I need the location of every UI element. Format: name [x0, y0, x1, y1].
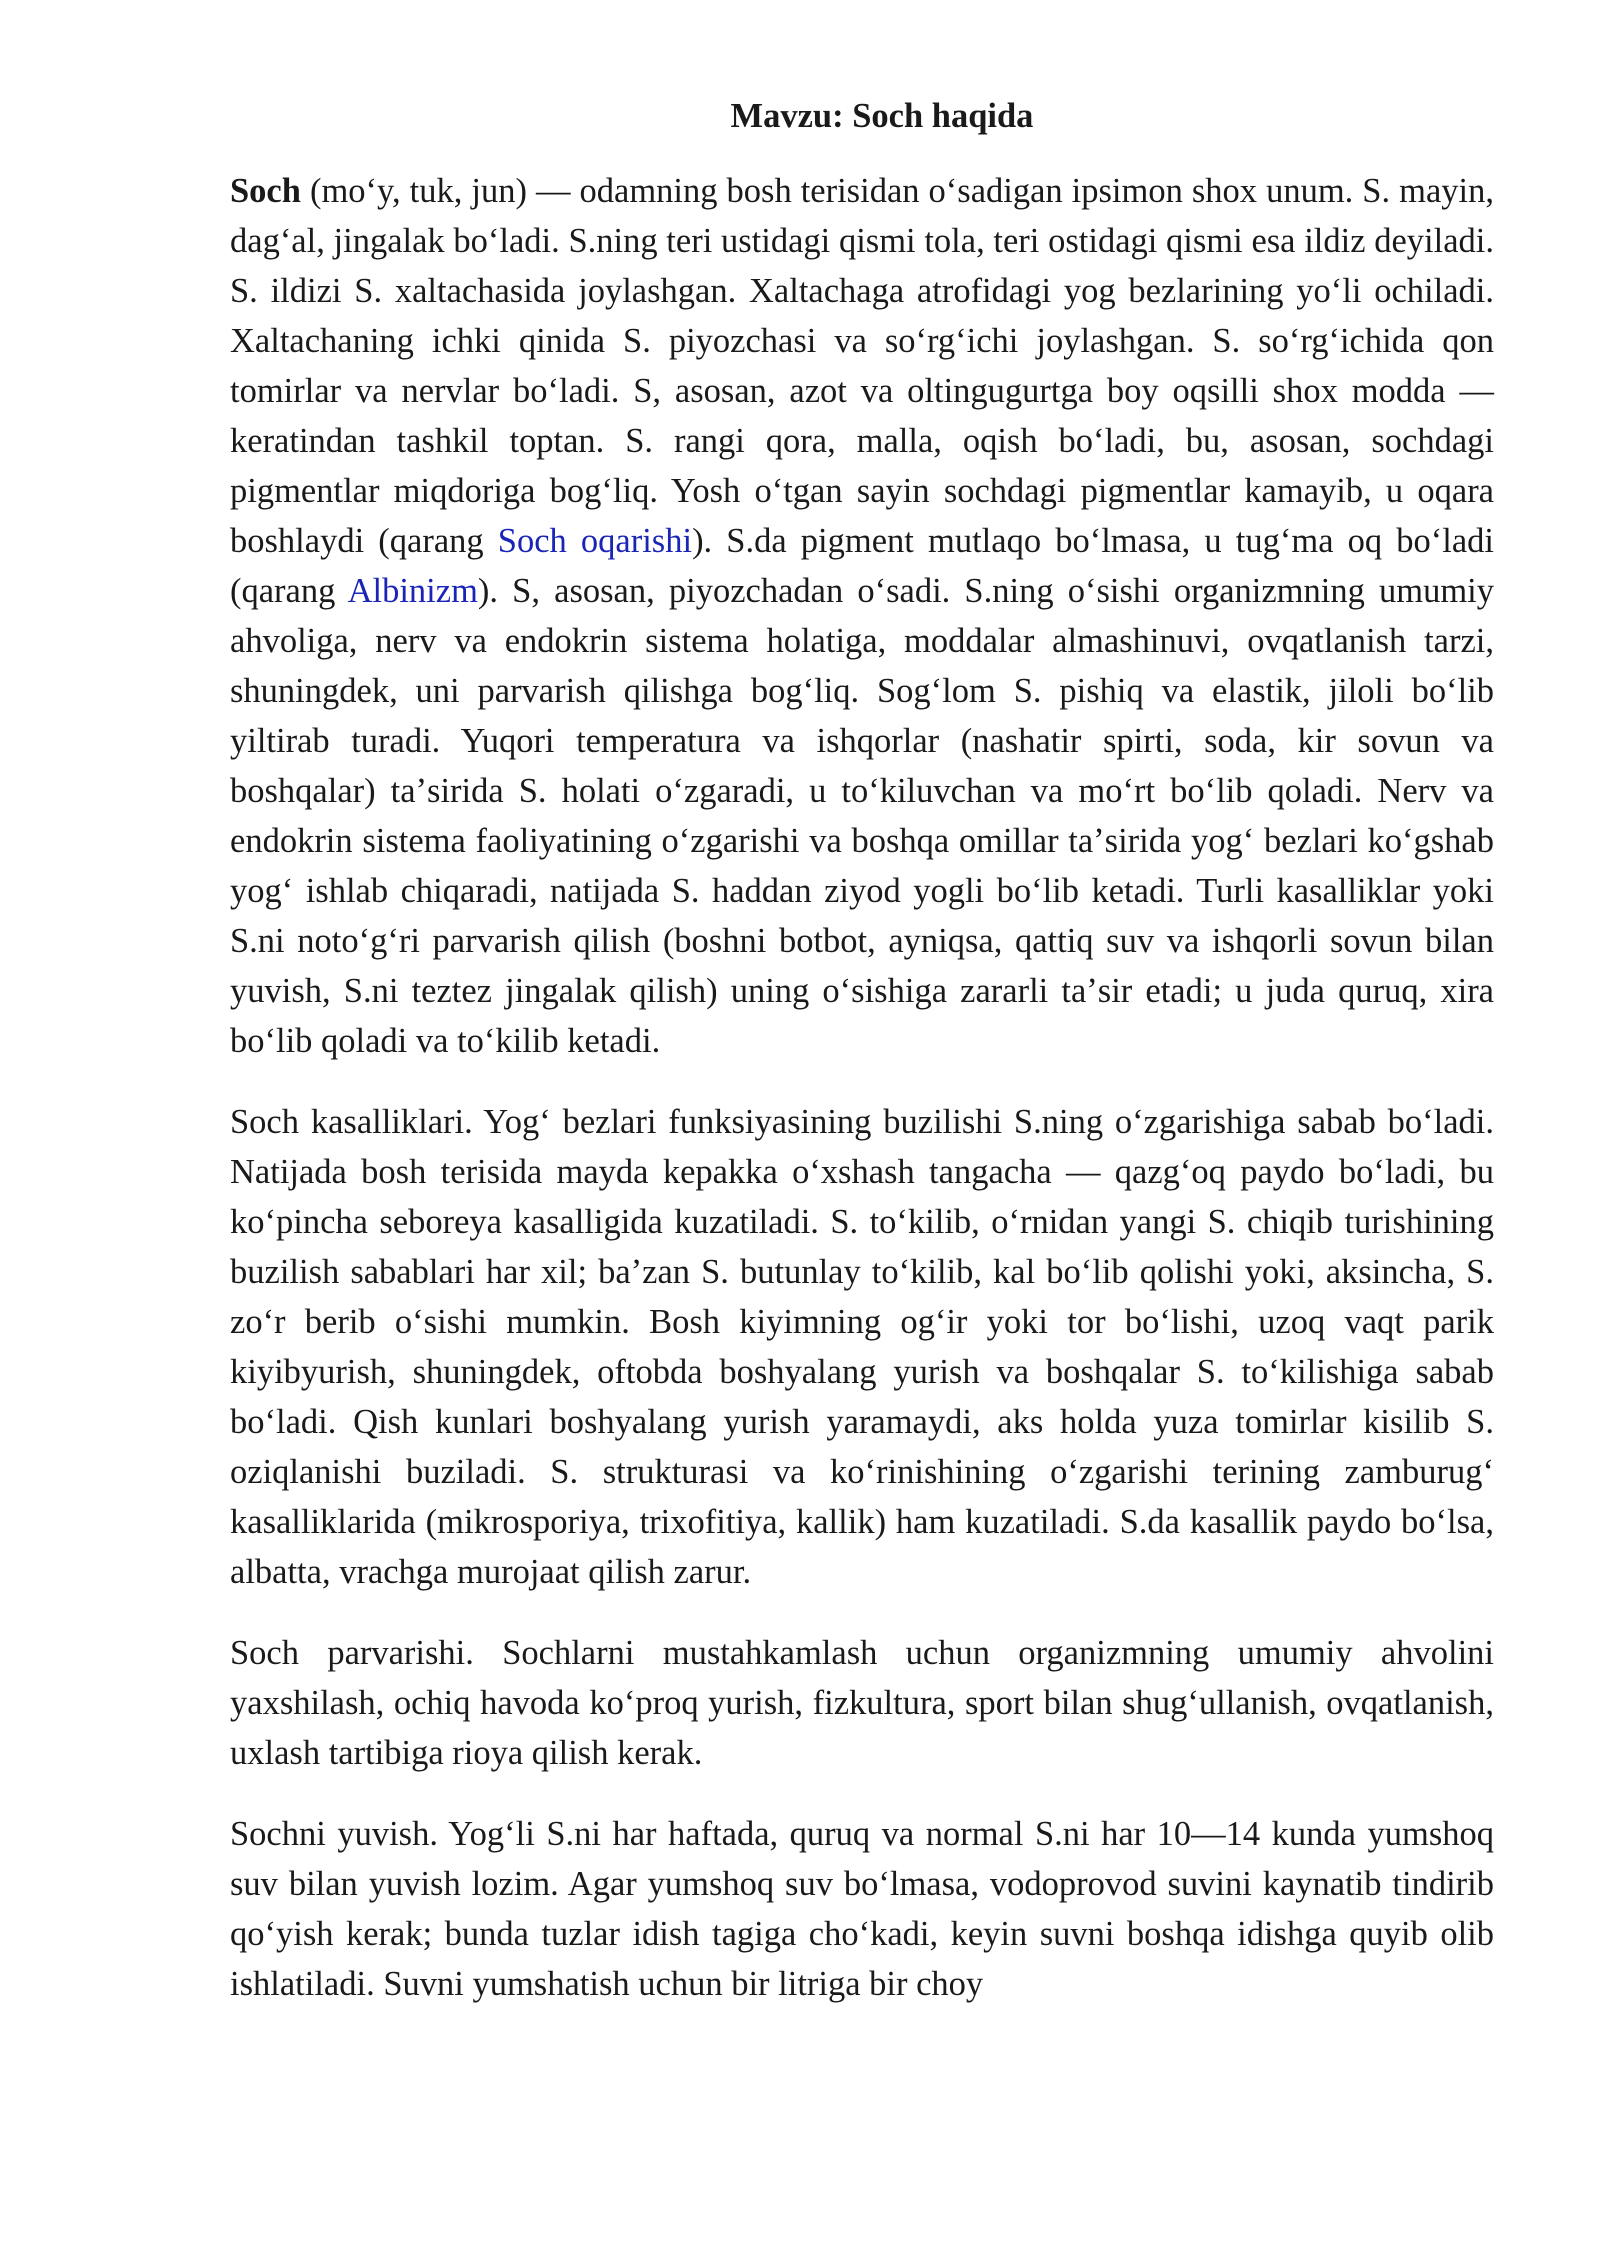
term-soch: Soch: [230, 172, 301, 210]
paragraph-text: ). S, asosan, piyozchadan oʻsadi. S.ning oʻsishi organizmning umumiy ahvoliga, nerv va endokrin sistema holatiga, moddalar almashinuvi, ovqatlanish tarzi, shuningdek, uni parvarish qilishga bogʻliq. Sogʻlom S. pishiq va elastik, jiloli boʻlib yiltirab turadi. Yuqori temperatura va ishqorlar (nashatir spirti, soda, kir sovun va boshqalar) taʼsirida S. holati oʻzgaradi, u toʻkiluvchan va moʻrt boʻlib qoladi. Nerv va endokrin sistema faoliyatining oʻzgarishi va boshqa omillar taʼsirida yogʻ bezlari koʻgshab yogʻ ishlab chiqaradi, natijada S. haddan ziyod yogli boʻlib ketadi. Turli kasalliklar yoki S.ni notoʻgʻri parvarish qilish (boshni botbot, ayniqsa, qattiq suv va ishqorli sovun bilan yuvish, S.ni teztez jingalak qilish) uning oʻsishiga zararli taʼsir etadi; u juda quruq, xira boʻlib qoladi va toʻkilib ketadi.: [230, 572, 1494, 1060]
paragraph-definition: [230, 166, 1494, 1066]
paragraph-soch-parvarishi: Soch parvarishi. Sochlarni mustahkamlash uchun organizmning umumiy ahvolini yaxshilash, ochiq havoda koʻproq yurish, fizkultura, sport bilan shugʻullanish, ovqatlanish, uxlash tartibiga rioya qilish kerak.: [230, 1634, 1494, 1772]
document-page: [230, 88, 1494, 2040]
link-albinizm[interactable]: Albinizm: [347, 572, 478, 610]
paragraph-sochni-yuvish: Sochni yuvish. Yogʻli S.ni har haftada, quruq va normal S.ni har 10—14 kunda yumshoq suv bilan yuvish lozim. Agar yumshoq suv boʻlmasa, vodoprovod suvini kaynatib tindirib qoʻyish kerak; bunda tuzlar idish tagiga choʻkadi, keyin suvni boshqa idishga quyib olib ishlatiladi. Suvni yumshatish uchun bir litriga bir choy: [230, 1815, 1494, 2003]
paragraph-text: ). S.da pigment mutlaqo boʻlmasa, u tugʻma oq boʻladi (qarang: [230, 522, 1495, 610]
paragraph-soch-kasalliklari: Soch kasalliklari. Yogʻ bezlari funksiyasining buzilishi S.ning oʻzgarishiga sabab boʻladi. Natijada bosh terisida mayda kepakka oʻxshash tangacha — qazgʻoq paydo boʻladi, bu koʻpincha seboreya kasalligida kuzatiladi. S. toʻkilib, oʻrnidan yangi S. chiqib turishining buzilish sabablari har xil; baʼzan S. butunlay toʻkilib, kal boʻlib qolishi yoki, aksincha, S. zoʻr berib oʻsishi mumkin. Bosh kiyimning ogʻir yoki tor boʻlishi, uzoq vaqt parik kiyibyurish, shuningdek, oftobda boshyalang yurish va boshqalar S. toʻkilishiga sabab boʻladi. Qish kunlari boshyalang yurish yaramaydi, aks holda yuza tomirlar kisilib S. oziqlanishi buziladi. S. strukturasi va koʻrinishining oʻzgarishi terining zamburugʻ kasalliklarida (mikrosporiya, trixofitiya, kallik) ham kuzatiladi. S.da kasallik paydo boʻlsa, albatta, vrachga murojaat qilish zarur.: [230, 1103, 1494, 1591]
link-soch-oqarishi[interactable]: Soch oqarishi: [497, 522, 693, 560]
page-title: Mavzu: Soch haqida: [730, 97, 1034, 135]
paragraph-text: (moʻy, tuk, jun) — odamning bosh terisidan oʻsadigan ipsimon shox unum. S. mayin, dagʻal, jingalak boʻladi. S.ning teri ustidagi qismi tola, teri ostidagi qismi esa ildiz deyiladi. S. ildizi S. xaltachasida joylashgan. Xaltachaga atrofidagi yog bezlarining yoʻli ochiladi. Xaltachaning ichki qinida S. piyozchasi va soʻrgʻichi joylashgan. S. soʻrgʻichida qon tomirlar va nervlar boʻladi. S, asosan, azot va oltingugurtga boy oqsilli shox modda — keratindan tashkil toptan. S. rangi qora, malla, oqish boʻladi, bu, asosan, sochdagi pigmentlar miqdoriga bogʻliq. Yosh oʻtgan sayin sochdagi pigmentlar kamayib, u oqara boshlaydi (qarang: [230, 172, 1494, 560]
